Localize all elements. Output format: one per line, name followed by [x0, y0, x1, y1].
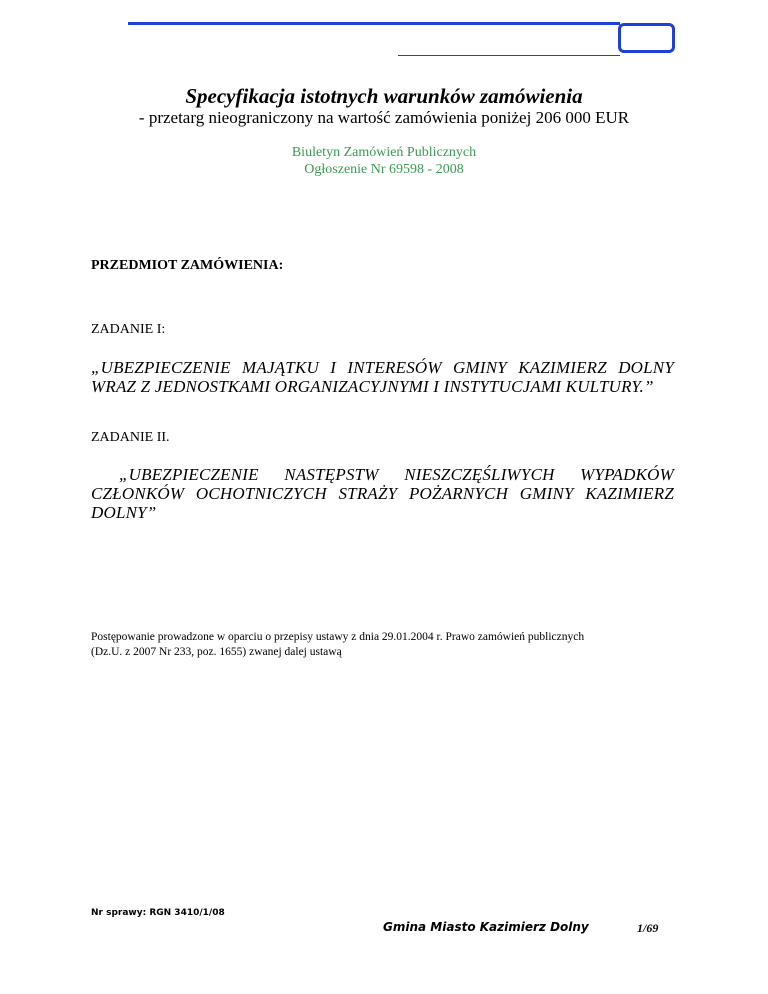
header-rule-bottom	[398, 55, 620, 56]
task1-label: ZADANIE I:	[91, 322, 166, 337]
legal-basis	[91, 630, 691, 660]
task2-text: „UBEZPIECZENIE NASTĘPSTW NIESZCZĘŚLIWYCH WYPADKÓW CZŁONKÓW OCHOTNICZYCH STRAŻY POŻARNYCH GMINY KAZIMIERZ DOLNY”	[91, 465, 674, 522]
header-box	[618, 23, 675, 53]
document-title: Specyfikacja istotnych warunków zamówienia	[185, 84, 583, 108]
legal-basis-line1: Postępowanie prowadzone w oparciu o przepisy ustawy z dnia 29.01.2004 r. Prawo zamówień publicznych	[91, 631, 585, 643]
case-number: Nr sprawy: RGN 3410/1/08	[91, 908, 225, 918]
subject-heading: PRZEDMIOT ZAMÓWIENIA:	[91, 258, 284, 273]
task2-label: ZADANIE II.	[91, 430, 170, 445]
legal-basis-line2: (Dz.U. z 2007 Nr 233, poz. 1655) zwanej dalej ustawą	[91, 646, 342, 658]
document-subtitle: - przetarg nieograniczony na wartość zamówienia poniżej 206 000 EUR	[138, 108, 630, 127]
page-number: 1/69	[637, 921, 659, 935]
bulletin-announcement: Ogłoszenie Nr 69598 - 2008	[304, 162, 464, 177]
task1-text: „UBEZPIECZENIE MAJĄTKU I INTERESÓW GMINY KAZIMIERZ DOLNY WRAZ Z JEDNOSTKAMI ORGANIZACYJNYMI I INSTYTUCJAMI KULTURY.”	[91, 358, 674, 396]
header-rule-top	[128, 22, 620, 25]
footer-organization: Gmina Miasto Kazimierz Dolny	[383, 920, 589, 934]
bulletin-name: Biuletyn Zamówień Publicznych	[291, 145, 477, 160]
